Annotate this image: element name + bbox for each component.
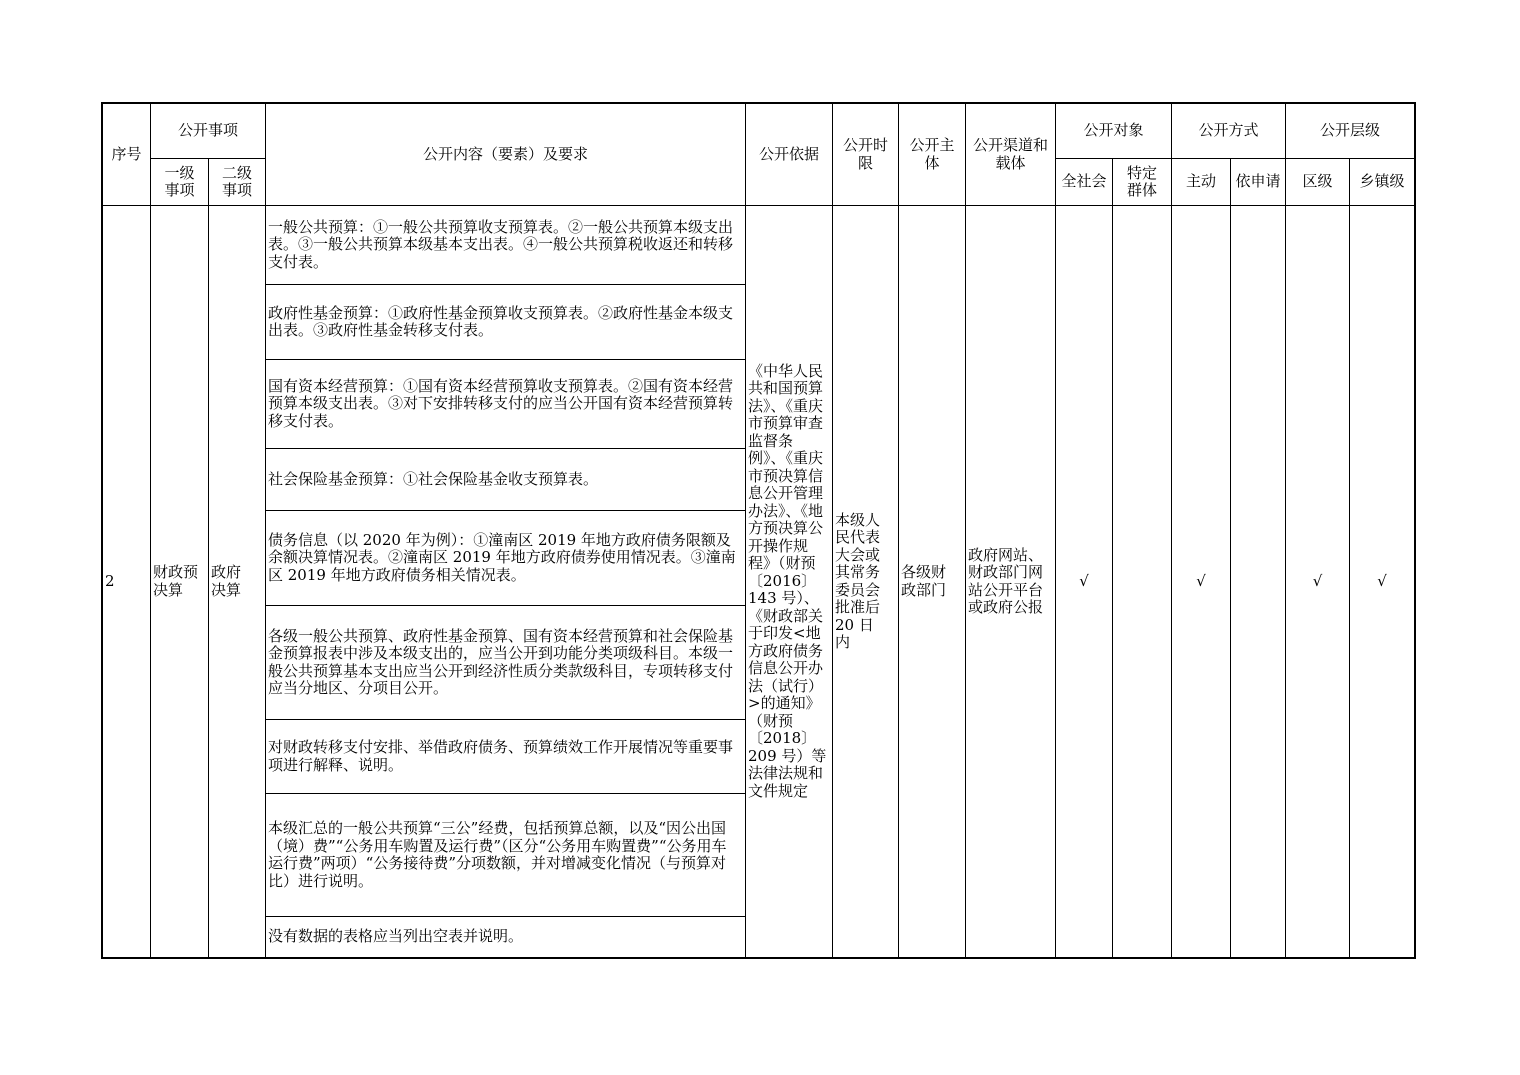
header-tier-group: 公开层级: [1285, 103, 1415, 159]
row-subject: 各级财政部门: [898, 205, 966, 958]
header-method-request: 依申请: [1230, 158, 1286, 206]
row-seq: 2: [102, 205, 151, 958]
row-audience-specific: [1112, 205, 1172, 958]
row-method-request: [1230, 205, 1286, 958]
header-basis: 公开依据: [745, 103, 833, 206]
row-channel: 政府网站、财政部门网站公开平台或政府公报: [965, 205, 1056, 958]
header-level1: 一级事项: [150, 158, 209, 206]
header-tier-township: 乡镇级: [1349, 158, 1415, 206]
content-item: 没有数据的表格应当列出空表并说明。: [265, 916, 746, 958]
header-time-limit: 公开时限: [832, 103, 899, 206]
header-seq: 序号: [102, 103, 151, 206]
content-item: 债务信息（以 2020 年为例）：①潼南区 2019 年地方政府债务限额及余额决算情况表。②潼南区 2019 年地方政府债券使用情况表。③潼南区 2019 年地方政府债务相关情况表。: [265, 510, 746, 606]
row-time-limit: 本级人民代表大会或其常务委员会批准后 20 日内: [832, 205, 899, 958]
row-tier-district: √: [1285, 205, 1350, 958]
header-audience-specific: 特定群体: [1112, 158, 1172, 206]
content-item: 政府性基金预算：①政府性基金预算收支预算表。②政府性基金本级支出表。③政府性基金转移支付表。: [265, 284, 746, 360]
content-item: 本级汇总的一般公共预算“三公”经费，包括预算总额，以及“因公出国（境）费”“公务用车购置及运行费”（区分“公务用车购置费”“公务用车运行费”两项）“公务接待费”分项数额，并对增减变化情况（与预算对比）进行说明。: [265, 793, 746, 917]
row-audience-all: √: [1055, 205, 1113, 958]
header-channel: 公开渠道和载体: [965, 103, 1056, 206]
row-method-active: √: [1171, 205, 1231, 958]
header-tier-district: 区级: [1285, 158, 1350, 206]
row-tier-township: √: [1349, 205, 1415, 958]
header-subject: 公开主体: [898, 103, 966, 206]
header-audience-all: 全社会: [1055, 158, 1113, 206]
content-item: 一般公共预算：①一般公共预算收支预算表。②一般公共预算本级支出表。③一般公共预算本级基本支出表。④一般公共预算税收返还和转移支付表。: [265, 205, 746, 285]
header-method-group: 公开方式: [1171, 103, 1286, 159]
row-level2: 政府决算: [208, 205, 266, 958]
header-item-group: 公开事项: [150, 103, 266, 159]
content-item: 国有资本经营预算：①国有资本经营预算收支预算表。②国有资本经营预算本级支出表。③对下安排转移支付的应当公开国有资本经营预算转移支付表。: [265, 359, 746, 449]
content-item: 对财政转移支付安排、举借政府债务、预算绩效工作开展情况等重要事项进行解释、说明。: [265, 719, 746, 794]
header-level2: 二级事项: [208, 158, 266, 206]
header-audience-group: 公开对象: [1055, 103, 1172, 159]
content-item: 社会保险基金预算：①社会保险基金收支预算表。: [265, 448, 746, 511]
row-level1: 财政预决算: [150, 205, 209, 958]
row-basis: 《中华人民共和国预算法》、《重庆市预算审查监督条例》、《重庆市预决算信息公开管理办法》、《地方预决算公开操作规程》（财预〔2016〕143 号）、《财政部关于印发<地方政府债务信息公开办法（试行）>的通知》（财预〔2018〕209 号）等法律法规和文件规定: [745, 205, 833, 958]
header-content: 公开内容（要素）及要求: [265, 103, 746, 206]
content-item: 各级一般公共预算、政府性基金预算、国有资本经营预算和社会保险基金预算报表中涉及本级支出的，应当公开到功能分类项级科目。本级一般公共预算基本支出应当公开到经济性质分类款级科目，专项转移支付应当分地区、分项目公开。: [265, 605, 746, 720]
header-method-active: 主动: [1171, 158, 1231, 206]
